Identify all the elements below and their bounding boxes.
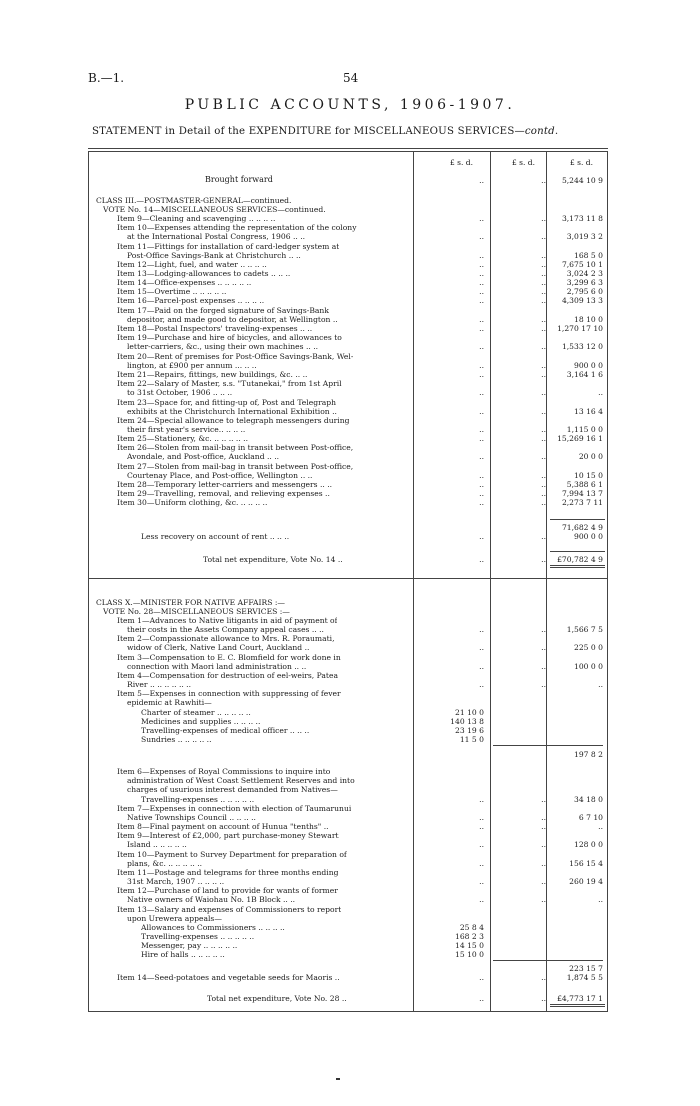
amount-c1: .. [479,662,484,671]
statement-line: Less recovery on account of rent .. .. .. [141,532,290,541]
amount-c1: .. [479,342,484,351]
amount-c3: 7,994 13 7 [561,489,603,498]
statement-line: Native Townships Council .. .. .. .. [127,813,256,822]
amount-c2: .. [541,795,546,804]
statement-line: Item 10—Expenses attending the representation of the colony [117,223,357,232]
amount-c2: .. [541,877,546,886]
amount-c1: .. [479,973,484,982]
amount-c1: .. [479,315,484,324]
subtotal-rule-3 [493,745,603,746]
brought-forward-c1: .. [479,176,484,185]
amount-c3: 1,270 17 10 [557,324,603,333]
amount-c1: .. [479,895,484,904]
statement-line: Item 4—Compensation for destruction of eel-weirs, Patea [117,671,338,680]
amount-c1: .. [479,361,484,370]
amount-c2: .. [541,260,546,269]
statement-line: 31st March, 1907 .. .. .. .. [127,877,225,886]
amount-c3: .. [598,388,603,397]
page-number: 54 [343,71,359,85]
amount-c1: .. [479,434,484,443]
statement-line: Item 12—Purchase of land to provide for wants of former [117,886,338,895]
amount-c1: .. [479,877,484,886]
statement-line: Item 1—Advances to Native litigants in aid of payment of [117,616,338,625]
amount-c3: 225 0 0 [574,643,603,652]
amount-c1: .. [479,471,484,480]
statement-line: River .. .. .. .. .. .. [127,680,192,689]
table-bottom-rule [88,1011,608,1012]
amount-c1: .. [479,388,484,397]
amount-c2: .. [541,498,546,507]
amount-c3: 900 0 0 [574,361,603,370]
amount-c2: .. [541,643,546,652]
amount-c3: 3,019 3 2 [566,232,603,241]
page-mark [336,1078,340,1080]
amount-c3: 3,164 1 6 [566,370,603,379]
amount-c3: 156 15 4 [569,859,603,868]
amount-c1: .. [479,795,484,804]
amount-c3: 1,115 0 0 [566,425,603,434]
amount-c1: .. [479,994,484,1003]
amount-c2: .. [541,813,546,822]
statement-line: Item 22—Salary of Master, s.s. "Tutanekai," from 1st April [117,379,342,388]
amount-c1: .. [479,278,484,287]
amount-c2: .. [541,269,546,278]
amount-c3: 2,273 7 11 [561,498,603,507]
amount-c3: 5,388 6 1 [566,480,603,489]
statement-line: Charter of steamer .. .. .. .. .. [141,708,251,717]
amount-c1: .. [479,324,484,333]
statement-line: Item 28—Temporary letter-carriers and messengers .. .. [117,480,333,489]
amount-c3: 168 5 0 [574,251,603,260]
amount-c3: 1,566 7 5 [566,625,603,634]
amount-c2: .. [541,489,546,498]
amount-c3: .. [598,822,603,831]
amount-c1: .. [479,555,484,564]
statement-line: CLASS X.—MINISTER FOR NATIVE AFFAIRS :— [96,598,285,607]
col-header-3: £ s. d. [570,158,593,167]
amount-c3: 3,173 11 8 [561,214,603,223]
statement-line: to 31st October, 1906 .. .. .. [127,388,233,397]
amount-c1: .. [479,296,484,305]
amount-c2: .. [541,822,546,831]
amount-c3: 223 15 7 [569,964,603,973]
amount-c2: .. [541,662,546,671]
amount-c2: .. [541,532,546,541]
statement-line: Item 26—Stolen from mail-bag in transit between Post-office, [117,443,354,452]
statement-line: Hire of halls .. .. .. .. .. [141,950,225,959]
statement-line: Item 27—Stolen from mail-bag in transit between Post-office, [117,462,354,471]
statement-line: Item 8—Final payment on account of Hunua "tenths" .. [117,822,329,831]
statement-line: widow of Clerk, Native Land Court, Auckland .. [127,643,310,652]
amount-c2: .. [541,859,546,868]
amount-c3: 4,309 13 3 [561,296,603,305]
amount-c3: 2,795 6 0 [566,287,603,296]
amount-c2: .. [541,370,546,379]
statement-line: Post-Office Savings-Bank at Christchurch .. .. [127,251,301,260]
amount-c2: .. [541,287,546,296]
section-divider [88,578,608,579]
statement-line: VOTE No. 28—MISCELLANEOUS SERVICES :— [103,607,290,616]
statement-line: Item 7—Expenses in connection with election of Taumarunui [117,804,352,813]
statement-line: Travelling-expenses .. .. .. .. .. [141,932,255,941]
statement-line: Item 30—Uniform clothing, &c. .. .. .. .. [117,498,268,507]
statement-line: Item 14—Office-expenses .. .. .. .. .. [117,278,252,287]
statement-line: Item 15—Overtime .. .. .. .. .. [117,287,227,296]
statement-line: upon Urewera appeals— [127,914,222,923]
amount-c1: .. [479,680,484,689]
col-divider-4 [607,151,608,1011]
subtotal-rule-4 [493,960,603,961]
statement-line: epidemic at Rawhiti— [127,698,212,707]
statement-line: Island .. .. .. .. .. [127,840,187,849]
amount-c2: .. [541,278,546,287]
statement-line: Total net expenditure, Vote No. 28 .. [207,994,347,1003]
amount-c1: .. [479,269,484,278]
amount-c1: .. [479,822,484,831]
statement-line: Item 13—Salary and expenses of Commissioners to report [117,905,342,914]
amount-c1: .. [479,643,484,652]
statement-line: depositor, and made good to depositor, at Wellington .. [127,315,338,324]
amount-c3: 20 0 0 [578,452,603,461]
amount-c2: .. [541,214,546,223]
amount-c2: .. [541,625,546,634]
amount-c1: .. [479,407,484,416]
page-header-ref: B.—1. [88,71,125,85]
amount-c1: .. [479,498,484,507]
amount-c2: .. [541,680,546,689]
amount-c1: .. [479,859,484,868]
amount-c3: 6 7 10 [578,813,603,822]
statement-line: Item 16—Parcel-post expenses .. .. .. .. [117,296,265,305]
statement-line: Item 29—Travelling, removal, and relieving expenses .. [117,489,330,498]
statement-line: Native owners of Waiohau No. 1B Block .. .. [127,895,296,904]
amount-c3: 900 0 0 [574,532,603,541]
amount-c1: 21 10 0 [455,708,484,717]
statement-line: charges of usurious interest demanded from Natives— [127,785,338,794]
amount-c1: .. [479,452,484,461]
brought-forward-label: Brought forward [205,175,273,184]
amount-c1: .. [479,532,484,541]
statement-line: exhibits at the Christchurch International Exhibition .. [127,407,337,416]
statement-line: Item 9—Interest of £2,000, part purchase-money Stewart [117,831,339,840]
amount-c1: .. [479,625,484,634]
amount-c1: 140 13 8 [450,717,484,726]
amount-c2: .. [541,324,546,333]
total-double-rule-2b [550,1006,605,1007]
amount-c2: .. [541,361,546,370]
amount-c2: .. [541,296,546,305]
subtotal-rule-2 [550,551,605,552]
amount-c1: .. [479,840,484,849]
statement-line: Medicines and supplies .. .. .. .. [141,717,261,726]
amount-c2: .. [541,425,546,434]
statement-line: Item 10—Payment to Survey Department for preparation of [117,850,347,859]
statement-line: Item 17—Paid on the forged signature of Savings-Bank [117,306,329,315]
amount-c2: .. [541,434,546,443]
amount-c2: .. [541,407,546,416]
amount-c3: £70,782 4 9 [557,555,603,564]
statement-line: connection with Maori land administration .. .. [127,662,307,671]
statement-line: Item 11—Postage and telegrams for three months ending [117,868,339,877]
statement-line: their costs in the Assets Company appeal cases .. .. [127,625,324,634]
amount-c1: .. [479,813,484,822]
amount-c1: .. [479,260,484,269]
amount-c3: 10 15 0 [574,471,603,480]
statement-line: Item 19—Purchase and hire of bicycles, and allowances to [117,333,342,342]
total-double-rule-1b [550,567,605,568]
amount-c2: .. [541,994,546,1003]
statement-line: Courtenay Place, and Post-office, Wellington .. .. [127,471,313,480]
table-left-border [88,151,89,1011]
statement-line: their first year's service.. .. .. .. [127,425,246,434]
amount-c3: 71,682 4 9 [561,523,603,532]
amount-c1: .. [479,232,484,241]
statement-subtitle [92,126,558,137]
amount-c2: .. [541,315,546,324]
subtotal-rule-1 [550,519,605,520]
amount-c1: 23 19 6 [455,726,484,735]
col-header-2: £ s. d. [512,158,535,167]
amount-c2: .. [541,840,546,849]
subtitle-contd: contd. [524,126,559,137]
amount-c3: .. [598,680,603,689]
statement-line: Item 25—Stationery, &c. .. .. .. .. .. [117,434,249,443]
statement-line: Allowances to Commissioners .. .. .. .. [141,923,285,932]
statement-line: letter-carriers, &c., using their own machines .. .. [127,342,319,351]
amount-c1: .. [479,370,484,379]
statement-line: Item 24—Special allowance to telegraph messengers during [117,416,350,425]
statement-line: Item 6—Expenses of Royal Commissions to inquire into [117,767,331,776]
statement-line: Avondale, and Post-office, Auckland .. .. [127,452,280,461]
amount-c3: 3,024 2 3 [566,269,603,278]
statement-line: Item 9—Cleaning and scavenging .. .. .. .. [117,214,276,223]
amount-c1: 25 8 4 [459,923,484,932]
amount-c1: 14 15 0 [455,941,484,950]
amount-c1: .. [479,489,484,498]
amount-c1: 15 10 0 [455,950,484,959]
amount-c2: .. [541,342,546,351]
amount-c2: .. [541,555,546,564]
amount-c3: 100 0 0 [574,662,603,671]
col-header-1: £ s. d. [450,158,473,167]
amount-c3: 3,299 6 3 [566,278,603,287]
page-title: PUBLIC ACCOUNTS, 1906-1907. [184,97,516,113]
amount-c3: 260 19 4 [569,877,603,886]
statement-line: Travelling-expenses .. .. .. .. .. [141,795,255,804]
amount-c2: .. [541,251,546,260]
statement-line: CLASS III.—POSTMASTER-GENERAL—continued. [96,196,292,205]
statement-line: Sundries .. .. .. .. .. [141,735,212,744]
amount-c3: 7,675 10 1 [561,260,603,269]
amount-c3: .. [598,895,603,904]
statement-line: Item 14—Seed-potatoes and vegetable seeds for Maoris .. [117,973,340,982]
amount-c3: 15,269 16 1 [557,434,603,443]
statement-line: Item 18—Postal Inspectors' traveling-expenses .. .. [117,324,313,333]
amount-c1: 168 2 3 [455,932,484,941]
amount-c2: .. [541,471,546,480]
subtitle-main: STATEMENT in Detail of the EXPENDITURE for MISCELLANEOUS SERVICES— [92,126,525,137]
statement-line: Item 2—Compassionate allowance to Mrs. R. Poraumati, [117,634,335,643]
amount-c3: 1,874 5 5 [566,973,603,982]
total-double-rule-2 [550,1004,605,1005]
table-top-rule [88,148,608,149]
statement-line: Item 3—Compensation to E. C. Blomfield for work done in [117,653,341,662]
table-top-rule-2 [88,151,608,152]
statement-line: at the International Postal Congress, 1906 .. .. [127,232,306,241]
amount-c3: 1,533 12 0 [561,342,603,351]
amount-c1: .. [479,287,484,296]
statement-line: VOTE No. 14—MISCELLANEOUS SERVICES—continued. [103,205,326,214]
statement-line: Item 13—Lodging-allowances to cadets .. .. .. [117,269,291,278]
amount-c3: 197 8 2 [574,750,603,759]
amount-c3: 18 10 0 [574,315,603,324]
amount-c2: .. [541,480,546,489]
statement-line: Item 12—Light, fuel, and water .. .. .. .. [117,260,267,269]
statement-line: Total net expenditure, Vote No. 14 .. [203,555,343,564]
amount-c2: .. [541,452,546,461]
brought-forward-c3: 5,244 10 9 [561,176,603,185]
statement-line: Item 21—Repairs, fittings, new buildings, &c. .. .. [117,370,308,379]
amount-c3: 13 16 4 [574,407,603,416]
statement-line: Item 11—Fittings for installation of card-ledger system at [117,242,340,251]
statement-line: lington, at £900 per annum ... .. .. [127,361,257,370]
amount-c2: .. [541,973,546,982]
statement-line: administration of West Coast Settlement Reserves and into [127,776,355,785]
amount-c1: .. [479,251,484,260]
amount-c3: 128 0 0 [574,840,603,849]
amount-c1: .. [479,214,484,223]
statement-line: Item 23—Space for, and fitting-up of, Post and Telegraph [117,398,336,407]
statement-line: Item 5—Expenses in connection with suppressing of fever [117,689,341,698]
statement-line: Messenger, pay .. .. .. .. .. [141,941,238,950]
amount-c2: .. [541,388,546,397]
statement-line: Travelling-expenses of medical officer .. .. .. [141,726,310,735]
amount-c1: .. [479,425,484,434]
amount-c2: .. [541,895,546,904]
total-double-rule-1 [550,565,605,566]
amount-c3: 34 18 0 [574,795,603,804]
amount-c1: 11 5 0 [459,735,484,744]
amount-c2: .. [541,232,546,241]
statement-line: plans, &c. .. .. .. .. .. [127,859,203,868]
amount-c1: .. [479,480,484,489]
statement-line: Item 20—Rent of premises for Post-Office Savings-Bank, Wel- [117,352,354,361]
brought-forward-c2: .. [541,176,546,185]
amount-c3: £4,773 17 1 [557,994,603,1003]
